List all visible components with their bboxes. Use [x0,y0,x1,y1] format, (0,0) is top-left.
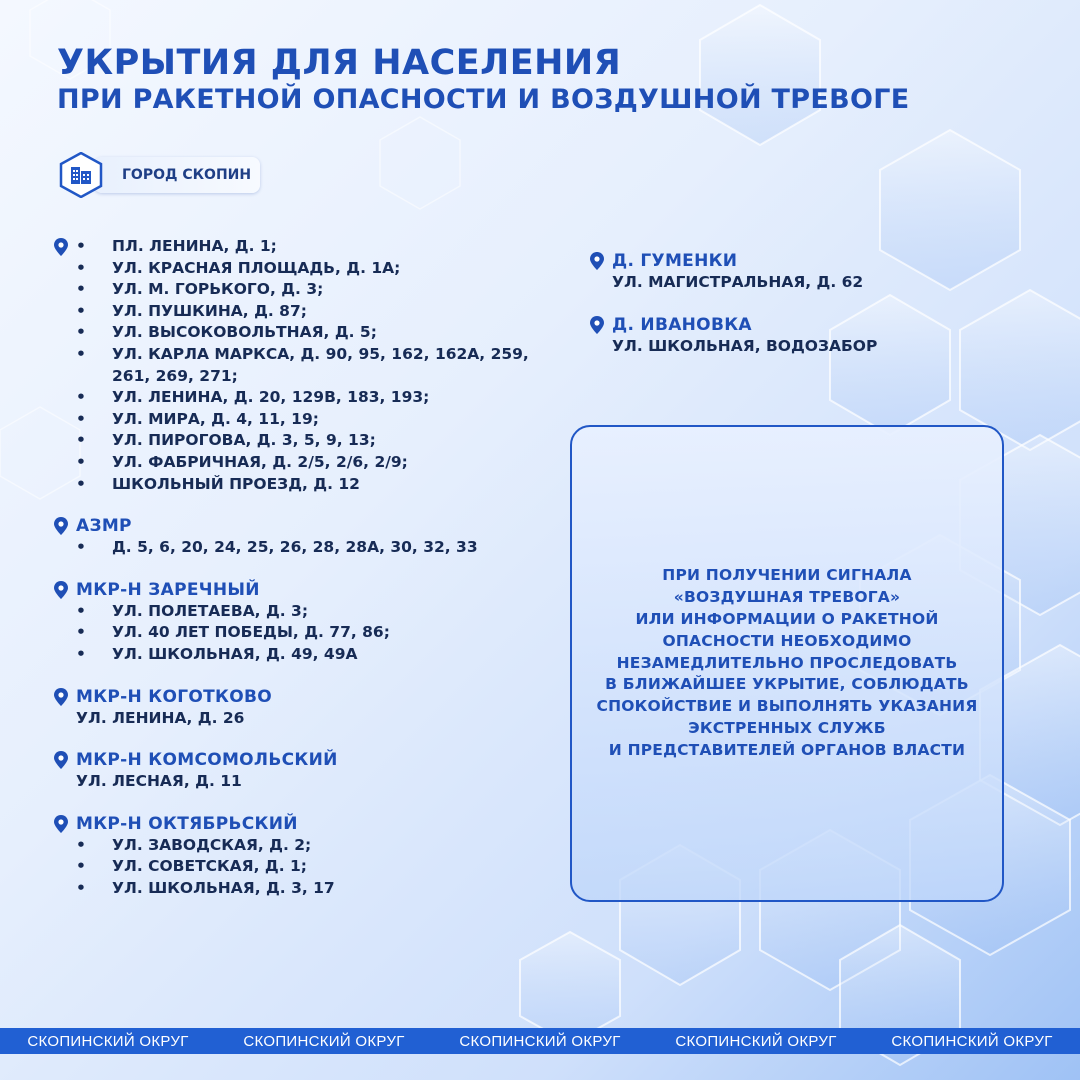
list-item: • УЛ. МИРА, Д. 4, 11, 19; [54,409,554,431]
section-title: Д. ИВАНОВКА [612,314,752,335]
map-pin-icon [54,815,68,833]
section-gumenki [590,250,970,294]
section-title: МКР-Н КОГОТКОВО [76,686,272,707]
list-item: • УЛ. ШКОЛЬНАЯ, Д. 3, 17 [54,878,554,900]
list-item: • УЛ. 40 ЛЕТ ПОБЕДЫ, Д. 77, 86; [54,622,554,644]
map-pin-icon [590,252,604,270]
list-item: • УЛ. ШКОЛЬНАЯ, Д. 49, 49А [54,644,554,666]
list-item: • УЛ. ПИРОГОВА, Д. 3, 5, 9, 13; [54,430,554,452]
map-pin-icon [54,581,68,599]
footer-label: СКОПИНСКИЙ ОКРУГ [27,1032,189,1050]
section-title: МКР-Н ОКТЯБРЬСКИЙ [76,813,298,834]
footer-label: СКОПИНСКИЙ ОКРУГ [243,1032,405,1050]
footer-banner [0,1028,1080,1054]
address-list [54,601,554,666]
section-oktyabrsky [54,813,554,900]
list-item: • УЛ. ЛЕНИНА, Д. 20, 129В, 183, 193; [54,387,554,409]
address-list [54,835,554,900]
list-item: • УЛ. ЗАВОДСКАЯ, Д. 2; [54,835,554,857]
notice-box [570,425,1004,902]
section-title: Д. ГУМЕНКИ [612,251,738,271]
footer-label: СКОПИНСКИЙ ОКРУГ [891,1032,1053,1050]
right-column [590,250,970,377]
list-item: • УЛ. КРАСНАЯ ПЛОЩАДЬ, Д. 1А; [54,258,554,280]
title-line-2: ПРИ РАКЕТНОЙ ОПАСНОСТИ И ВОЗДУШНОЙ ТРЕВОГЕ [57,84,910,115]
map-pin-icon [590,316,604,334]
city-badge [58,152,262,198]
list-item: • УЛ. СОВЕТСКАЯ, Д. 1; [54,856,554,878]
list-item: • УЛ. ВЫСОКОВОЛЬТНАЯ, Д. 5; [54,322,554,344]
page-title [57,44,910,118]
footer-label: СКОПИНСКИЙ ОКРУГ [675,1032,837,1050]
list-item: • Д. 5, 6, 20, 24, 25, 26, 28, 28А, 30, 32, 33 [54,537,554,559]
section-zarechny [54,579,554,666]
map-pin-icon [54,688,68,706]
building-icon [58,152,104,198]
section-title: МКР-Н ЗАРЕЧНЫЙ [76,579,260,600]
address-list [54,236,554,495]
map-pin-icon [54,751,68,769]
address-text: УЛ. ЛЕНИНА, Д. 26 [76,708,245,727]
notice-text: ПРИ ПОЛУЧЕНИИ СИГНАЛА «ВОЗДУШНАЯ ТРЕВОГА» ИЛИ ИНФОРМАЦИИ О РАКЕТНОЙ ОПАСНОСТИ НЕОБХОДИМО НЕЗАМЕДЛИТЕЛЬНО ПРОСЛЕДОВАТЬ В БЛИЖАЙШЕЕ УКРЫТИЕ, СОБЛЮДАТЬ СПОКОЙСТВИЕ И ВЫПОЛНЯТЬ УКАЗАНИЯ ЭКСТРЕННЫХ СЛУЖБ И ПРЕДСТАВИТЕЛЕЙ ОРГАНОВ ВЛАСТИ [596,566,978,759]
list-item: • УЛ. ПОЛЕТАЕВА, Д. 3; [54,601,554,623]
section-city-center [54,236,554,495]
list-item: • УЛ. ПУШКИНА, Д. 87; [54,301,554,323]
city-badge-label: ГОРОД СКОПИН [94,157,260,193]
address-text: УЛ. ЛЕСНАЯ, Д. 11 [76,772,242,791]
list-item: • ПЛ. ЛЕНИНА, Д. 1; [54,236,554,258]
section-azmr [54,515,554,559]
address-list [54,537,554,559]
section-komsomolsky [54,749,554,793]
title-line-1: УКРЫТИЯ ДЛЯ НАСЕЛЕНИЯ [57,43,622,83]
left-column [54,236,554,919]
list-item: • УЛ. КАРЛА МАРКСА, Д. 90, 95, 162, 162А, 259, 261, 269, 271; [54,344,552,387]
section-kogotkovo [54,686,554,730]
footer-label: СКОПИНСКИЙ ОКРУГ [459,1032,621,1050]
map-pin-icon [54,517,68,535]
section-ivanovka [590,314,970,358]
list-item: • УЛ. ФАБРИЧНАЯ, Д. 2/5, 2/6, 2/9; [54,452,554,474]
address-text: УЛ. МАГИСТРАЛЬНАЯ, Д. 62 [612,273,864,291]
address-text: УЛ. ШКОЛЬНАЯ, ВОДОЗАБОР [612,336,878,355]
section-title: АЗМР [76,516,132,537]
section-title: МКР-Н КОМСОМОЛЬСКИЙ [76,750,338,771]
list-item: • УЛ. М. ГОРЬКОГО, Д. 3; [54,279,554,301]
list-item: • ШКОЛЬНЫЙ ПРОЕЗД, Д. 12 [54,474,554,496]
